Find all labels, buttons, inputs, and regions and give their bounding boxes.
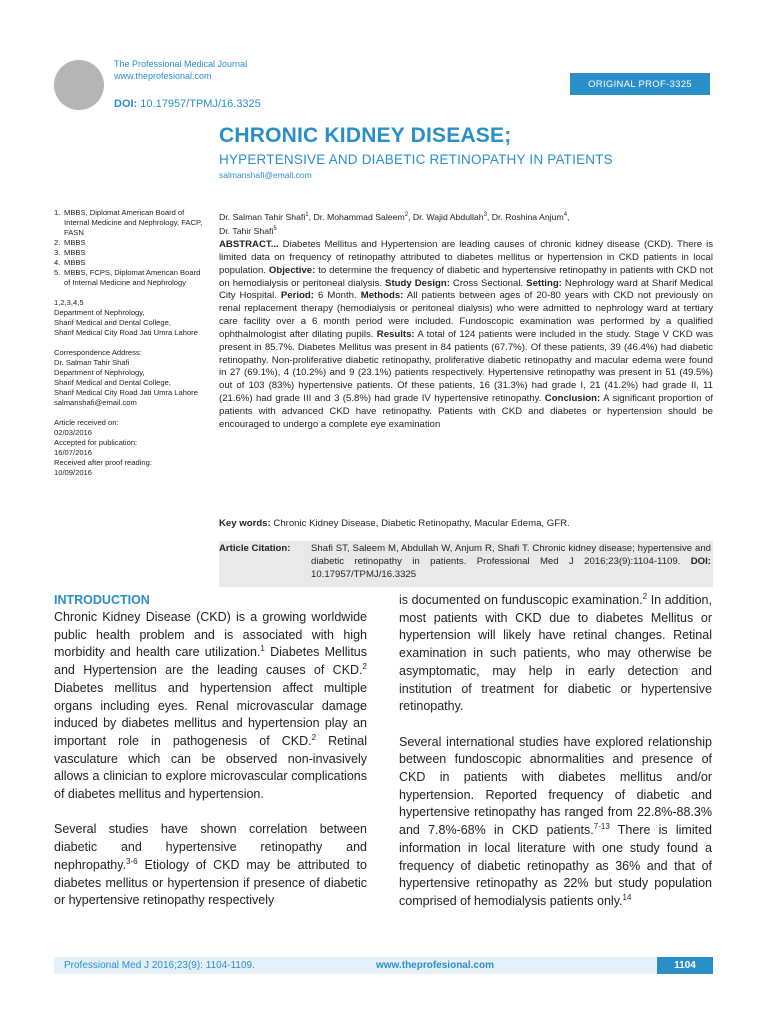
author-list: Dr. Salman Tahir Shafi$^1$, Dr. Mohammad Saleem$^2$, Dr. Wajid Abdullah$^3$, Dr. Roshina Anjum$^4$, Dr. Tahir Shafi$^5$ bbox=[219, 211, 570, 236]
affiliation-item: 4. MBBS bbox=[54, 258, 86, 267]
journal-header bbox=[114, 58, 247, 82]
journal-logo bbox=[54, 60, 104, 110]
doi-link[interactable]: 10.17957/TPMJ/16.3325 bbox=[140, 98, 261, 110]
correspondence-label: Correspondence Address: bbox=[54, 348, 142, 357]
correspondence-email-link[interactable]: salmanshafi@email.com bbox=[54, 398, 137, 407]
doi-label: DOI: bbox=[114, 98, 138, 110]
footer-citation: Professional Med J 2016;23(9): 1104-1109. bbox=[64, 960, 255, 971]
body-paragraph: Several studies have shown correlation between diabetic and hypertensive retinopathy and nephropathy.$^{3-6}$ Etiology of CKD may be attributed to diabetes mellitus or hypertension if presence of diabetic or hypertensive retinopathy respectively bbox=[54, 822, 367, 908]
correspondence-block: Correspondence Address: Dr. Salman Tahir Shafi Department of Nephrology, Sharif Medical and Dental College, Sharif Medical City Road Jati Umra Lahore salmanshafi@email.com bbox=[54, 348, 204, 408]
affiliation-item: 5. MBBS, FCPS, Diplomat American Board of Internal Medicine and Nephrology bbox=[54, 268, 201, 287]
header-doi bbox=[114, 98, 261, 110]
journal-name: The Professional Medical Journal bbox=[114, 59, 248, 69]
body-column-left bbox=[54, 592, 367, 910]
article-subtitle: HYPERTENSIVE AND DIABETIC RETINOPATHY IN PATIENTS bbox=[219, 152, 613, 167]
affiliations-sidebar bbox=[54, 208, 204, 478]
keywords: Key words: Chronic Kidney Disease, Diabetic Retinopathy, Macular Edema, GFR. bbox=[219, 518, 570, 529]
body-column-right bbox=[399, 592, 712, 911]
page-number: 1104 bbox=[657, 957, 713, 974]
body-paragraph: Several international studies have explored relationship between fundoscopic abnormalities and presence of CKD in patients with diabetes mellitus and/or hypertension. Reported frequency of diabetic and hypertensive retinopathy has ranged from 22.8%-88.3% and 7.8%-68% in CKD patients.$^{7-13}$ There is limited information in local literature with one study found a frequency of diabetic retinopathy as 36% and that of hypertensive retinopathy as 22% but study population comprised of hemodialysis patients only.$^{14}$ bbox=[399, 734, 712, 908]
article-dates: Article received on: 02/03/2016 Accepted for publication: 16/07/2016 Received after proof reading: 10/09/2016 bbox=[54, 418, 152, 477]
section-heading-introduction: INTRODUCTION bbox=[54, 593, 150, 607]
article-type-badge: ORIGINAL PROF-3325 bbox=[570, 73, 710, 95]
page-footer bbox=[54, 957, 713, 974]
footer-url-link[interactable]: www.theprofesional.com bbox=[376, 960, 494, 971]
abstract: ABSTRACT... Diabetes Mellitus and Hypertension are leading causes of chronic kidney disease (CKD). There is limited data on frequency of retinopathy attributed to diabetes mellitus or hypertension in CKD patients in local population. Objective: to determine the frequency of diabetic and hypertensive retinopathy in patients with CKD not on hemodialysis or peritoneal dialysis. Study Design: Cross Sectional. Setting: Nephrology ward at Sharif Medical City Hospital. Period: 6 Month. Methods: All patients between ages of 20-80 years with CKD not previously on renal replacement therapy (hemodialysis or peritoneal dialysis) who were admitted to nephrology ward at tertiary care facility over a 6 month period were included. Fundoscopic examination was performed by a qualified ophthalmologist after dilating pupils. Results: A total of 124 patients were included in the study. Stage V CKD was present in 85.7%. Diabetes Mellitus was present in 84 patients (67.7%). Of these patients, 39 (46.4%) had diabetic retinopathy. Non-proliferative diabetic retinopathy, proliferative diabetic retinopathy and macular edema were found in 27 (69.1%), 4 (10.2%) and 9 (23.1%) patients respectively. Hypertensive retinopathy was present in 51 (49.5%) out of 103 (83%) hypertensive patients. Of these patients, 16 (31.3%) had grade I, 21 (41.2%) had grade II, 11 (21.6%) had grade III and 3 (5.8%) had grade IV hypertensive retinopathy. Conclusion: A significant proportion of patients with advanced CKD have retinopathy. Patients with CKD and diabetes or hypertension should be encouraged to undergo a complete eye examination bbox=[219, 239, 714, 430]
body-paragraph: is documented on funduscopic examination.$^2$ In addition, most patients with CKD due to diabetes Mellitus or hypertension will likely have retinal changes. Retinal examination in such patients, who may otherwise be asymptomatic, may help in early detection and institution of treatment for diabetic or hypertensive retinopathy. bbox=[399, 591, 712, 714]
body-paragraph: Chronic Kidney Disease (CKD) is a growing worldwide public health problem and is associated with high morbidity and health care utilization.$^1$ Diabetes Mellitus and Hypertension are the leading causes of CKD.$^2$ Diabetes mellitus and hypertension affect multiple organs including eyes. Renal microvascular damage induced by diabetes mellitus and hypertension play an important role in pathogenesis of CKD.$^2$ Retinal vasculature which can be observed non-invasively allows a clinician to explore microvascular complications of diabetes mellitus and hypertension. bbox=[54, 610, 368, 802]
article-citation-box bbox=[219, 541, 713, 587]
citation-text: Shafi ST, Saleem M, Abdullah W, Anjum R, Shafi T. Chronic kidney disease; hypertensive and diabetic retinopathy in patients. Professional Med J 2016;23(9):1104-1109. DOI: 10.17957/TPMJ/16.3325 bbox=[311, 543, 711, 580]
affiliation-item: 1. MBBS, Diplomat American Board of Internal Medicine and Nephrology, FACP, FASN bbox=[54, 208, 203, 237]
department-block: 1,2,3,4,5 Department of Nephrology, Sharif Medical and Dental College, Sharif Medical City Road Jati Umra Lahore bbox=[54, 298, 198, 337]
citation-doi-link[interactable]: 10.17957/TPMJ/16.3325 bbox=[311, 568, 417, 580]
citation-label: Article Citation: bbox=[219, 543, 291, 554]
affiliation-item: 3. MBBS bbox=[54, 248, 86, 257]
affiliation-item: 2. MBBS bbox=[54, 238, 86, 247]
article-title: CHRONIC KIDNEY DISEASE; bbox=[219, 124, 512, 147]
journal-url-link[interactable]: www.theprofesional.com bbox=[114, 71, 212, 81]
author-email-link[interactable]: salmanshafi@email.com bbox=[219, 170, 312, 180]
